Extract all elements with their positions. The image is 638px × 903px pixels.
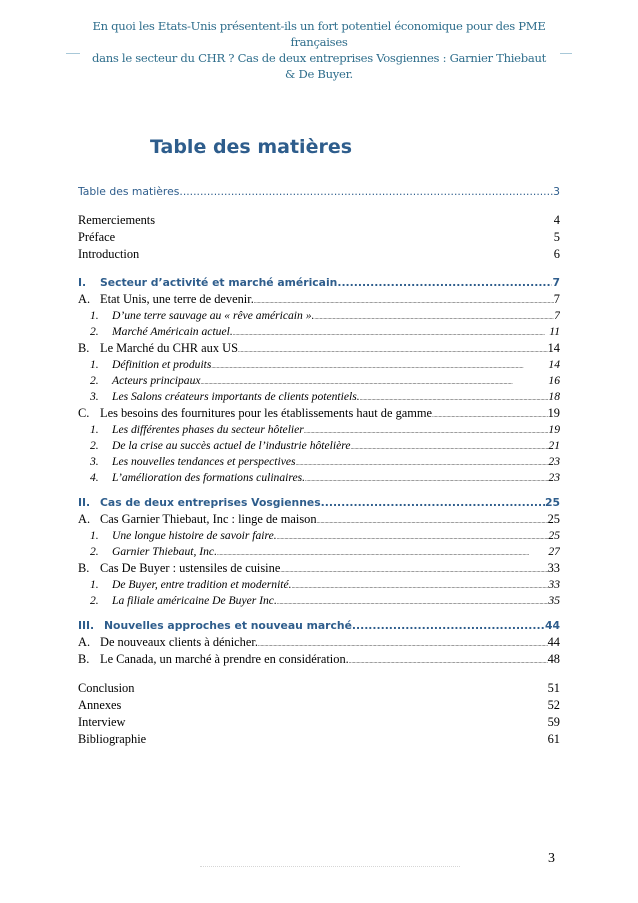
parts-list: [78, 275, 560, 668]
toc-entry-page: 23: [548, 455, 560, 468]
toc-part-title: Secteur d’activité et marché américain: [100, 276, 338, 289]
dot-leader: [305, 472, 548, 486]
toc-entry[interactable]: [78, 212, 560, 229]
toc-entry-page: 7: [552, 276, 560, 289]
toc-entry-page: 3: [553, 185, 560, 198]
dot-leader: [233, 326, 550, 340]
toc-subsection-title: Une longue histoire de savoir faire.: [112, 529, 277, 542]
toc-subsection[interactable]: [78, 577, 560, 593]
toc-subsection-number: 2.: [90, 374, 99, 387]
toc-subsection[interactable]: [78, 528, 560, 544]
toc-subsection-title: De Buyer, entre tradition et modernité.: [112, 578, 292, 591]
toc-section-label: [78, 405, 432, 422]
toc-section[interactable]: [78, 560, 560, 577]
dot-leader: [349, 654, 548, 668]
header-text: [88, 18, 550, 82]
toc-subsection[interactable]: [78, 389, 560, 405]
toc-entry-page: 16: [548, 374, 560, 387]
toc-entry-label: Préface: [78, 230, 116, 244]
toc-subsection-label: [90, 357, 211, 373]
toc-subsection-number: 2.: [90, 594, 99, 607]
toc-subsection-number: 1.: [90, 358, 99, 371]
toc-part-title: Cas de deux entreprises Vosgiennes: [100, 496, 321, 509]
toc-subsection-number: 1.: [90, 309, 99, 322]
toc-entry-page: 11: [549, 325, 560, 338]
toc-section-number: A.: [78, 512, 91, 526]
toc-section-label: [78, 511, 317, 528]
toc-section[interactable]: [78, 651, 560, 668]
dot-leader: [292, 579, 549, 593]
toc-section-number: C.: [78, 406, 90, 420]
toc-entry-page: 59: [547, 715, 560, 729]
footer-faint-rule: [200, 866, 460, 868]
dot-leader: [304, 424, 549, 438]
toc-entry-page: 19: [548, 423, 560, 436]
toc-section-title: Cas De Buyer : ustensiles de cuisine: [100, 561, 281, 575]
toc-subsection-number: 1.: [90, 578, 99, 591]
toc-subsection-title: D’une terre sauvage au « rêve américain ».: [112, 309, 315, 322]
toc-part-number: III.: [78, 619, 95, 632]
dot-leader: [277, 530, 549, 544]
back-matter-list: [78, 680, 560, 748]
toc-section-number: B.: [78, 561, 90, 575]
toc-entry[interactable]: [78, 229, 560, 246]
table-of-contents: [78, 184, 560, 748]
toc-entry-label: Table des matières: [78, 185, 180, 198]
toc-subsection-number: 4.: [90, 471, 99, 484]
toc-entry-page: 19: [547, 406, 560, 420]
toc-subsection-title: La filiale américaine De Buyer Inc.: [112, 594, 277, 607]
toc-entry-page: 61: [547, 732, 560, 746]
toc-subsection-label: [90, 373, 201, 389]
toc-subsection-label: [90, 324, 233, 340]
toc-part-heading[interactable]: [78, 495, 560, 511]
toc-subsection-title: Les nouvelles tendances et perspectives: [112, 455, 296, 468]
toc-subsection[interactable]: [78, 308, 560, 324]
toc-entry[interactable]: [78, 246, 560, 263]
toc-subsection-title: Les Salons créateurs importants de clients potentiels.: [112, 390, 360, 403]
toc-section-label: [78, 291, 254, 308]
toc-subsection-label: [90, 438, 350, 454]
toc-entry[interactable]: [78, 731, 560, 748]
toc-entry-label: Annexes: [78, 698, 122, 712]
toc-subsection-title: Les différentes phases du secteur hôtelier: [112, 423, 304, 436]
toc-section-title: Les besoins des fournitures pour les établissements haut de gamme: [100, 406, 433, 420]
toc-part-label: [78, 275, 337, 291]
toc-subsection[interactable]: [78, 357, 560, 373]
toc-subsection-number: 1.: [90, 423, 99, 436]
toc-subsection-label: [90, 422, 304, 438]
toc-part-number: II.: [78, 496, 91, 509]
toc-section[interactable]: [78, 405, 560, 422]
toc-subsection[interactable]: [78, 470, 560, 486]
toc-entry-label: Remerciements: [78, 213, 156, 227]
toc-section-number: B.: [78, 341, 90, 355]
toc-part-number: I.: [78, 276, 87, 289]
header-rule-left: [66, 53, 80, 54]
dot-leader: [179, 184, 553, 200]
header-line-1: En quoi les Etats-Unis présentent-ils un fort potentiel économique pour des PME françaises: [92, 19, 546, 49]
dot-leader: [360, 391, 549, 405]
toc-subsection-number: 2.: [90, 545, 99, 558]
dot-leader: [258, 637, 548, 651]
dot-leader: [317, 514, 548, 528]
toc-section[interactable]: [78, 340, 560, 357]
toc-subsection[interactable]: [78, 438, 560, 454]
toc-section[interactable]: [78, 511, 560, 528]
dot-leader: [337, 275, 552, 291]
dot-leader: [280, 563, 547, 577]
toc-entry-page: 7: [554, 309, 560, 322]
toc-part-label: [78, 495, 321, 511]
toc-section-title: Le Marché du CHR aux US: [100, 341, 238, 355]
toc-subsection-title: De la crise au succès actuel de l’industrie hôtelière: [112, 439, 351, 452]
toc-subsection-label: [90, 389, 360, 405]
toc-entry-page: 25: [548, 529, 560, 542]
toc-section-title: De nouveaux clients à dénicher.: [100, 635, 258, 649]
toc-section[interactable]: [78, 634, 560, 651]
toc-entry-page: 18: [548, 390, 560, 403]
toc-subsection-title: Garnier Thiebaut, Inc.: [112, 545, 217, 558]
toc-part-heading[interactable]: [78, 275, 560, 291]
toc-entry-page: 33: [547, 561, 560, 575]
toc-entry-page: 14: [548, 358, 560, 371]
toc-entry-page: 21: [548, 439, 560, 452]
toc-entry[interactable]: [78, 680, 560, 697]
toc-section-number: A.: [78, 292, 91, 306]
toc-section-title: Etat Unis, une terre de devenir.: [100, 292, 254, 306]
toc-part-label: [78, 618, 356, 634]
toc-section-number: A.: [78, 635, 91, 649]
toc-subsection-label: [90, 528, 277, 544]
toc-subsection-label: [90, 544, 217, 560]
toc-entry-page: 27: [548, 545, 560, 558]
header-rule-right: [560, 53, 572, 54]
toc-subsection-label: [90, 454, 296, 470]
toc-subsection[interactable]: [78, 373, 560, 389]
dot-leader: [296, 456, 549, 470]
dot-leader: [432, 408, 548, 422]
toc-subsection-number: 2.: [90, 439, 99, 452]
spacer: [78, 668, 560, 680]
toc-entry[interactable]: [78, 714, 560, 731]
toc-subsection[interactable]: [78, 593, 560, 609]
toc-entry-label: Bibliographie: [78, 732, 147, 746]
spacer: [78, 486, 560, 495]
toc-entry-label: Introduction: [78, 247, 140, 261]
running-header: [66, 14, 572, 81]
toc-part-heading[interactable]: [78, 618, 560, 634]
page-number: 3: [548, 851, 555, 866]
toc-subsection-number: 3.: [90, 390, 99, 403]
dot-leader: [211, 359, 548, 373]
spacer: [78, 200, 560, 212]
toc-entry-page: 5: [553, 230, 560, 244]
page-title: Table des matières: [150, 136, 353, 158]
toc-subsection[interactable]: [78, 422, 560, 438]
toc-entry-page: 7: [553, 292, 560, 306]
toc-section-title: Cas Garnier Thiebaut, Inc : linge de maison: [100, 512, 317, 526]
toc-entry-page: 52: [547, 698, 560, 712]
toc-subsection-label: [90, 308, 314, 324]
toc-entry-page: 25: [547, 512, 560, 526]
toc-entry-page: 6: [553, 247, 560, 261]
toc-subsection-label: [90, 470, 305, 486]
toc-subsection-label: [90, 577, 292, 593]
toc-subsection-number: 3.: [90, 455, 99, 468]
dot-leader: [238, 343, 548, 357]
front-matter-list: [78, 212, 560, 263]
toc-subsection-title: Acteurs principaux: [112, 374, 201, 387]
toc-entry-page: 14: [547, 341, 560, 355]
toc-subsection[interactable]: [78, 324, 560, 340]
toc-section-label: [78, 634, 258, 651]
toc-section-number: B.: [78, 652, 90, 666]
toc-entry-page: 23: [548, 471, 560, 484]
toc-subsection-label: [90, 593, 277, 609]
toc-entry-page: 48: [547, 652, 560, 666]
toc-entry-label: Conclusion: [78, 681, 135, 695]
dot-leader: [201, 375, 549, 389]
toc-subsection-number: 1.: [90, 529, 99, 542]
toc-part-title: Nouvelles approches et nouveau marché.: [104, 619, 356, 632]
toc-entry-label: Interview: [78, 715, 126, 729]
toc-entry-toc[interactable]: [78, 184, 560, 200]
toc-subsection[interactable]: [78, 454, 560, 470]
toc-entry-page: 44: [544, 619, 560, 632]
spacer: [78, 609, 560, 618]
toc-section-label: [78, 651, 349, 668]
dot-leader: [254, 294, 554, 308]
toc-entry[interactable]: [78, 697, 560, 714]
toc-section-title: Le Canada, un marché à prendre en considération.: [100, 652, 349, 666]
dot-leader: [314, 310, 554, 324]
toc-entry-page: 51: [547, 681, 560, 695]
toc-entry-page: 44: [547, 635, 560, 649]
header-line-2: dans le secteur du CHR ? Cas de deux entreprises Vosgiennes : Garnier Thiebaut & De Buyer.: [91, 51, 546, 81]
dot-leader: [321, 495, 545, 511]
toc-subsection[interactable]: [78, 544, 560, 560]
toc-entry-page: 35: [548, 594, 560, 607]
dot-leader: [356, 618, 545, 634]
toc-subsection-title: Définition et produits: [112, 358, 212, 371]
toc-entry-page: 25: [544, 496, 560, 509]
dot-leader: [217, 546, 548, 560]
toc-section-label: [78, 560, 280, 577]
toc-subsection-title: L’amélioration des formations culinaires.: [112, 471, 306, 484]
toc-entry-page: 33: [548, 578, 560, 591]
toc-section[interactable]: [78, 291, 560, 308]
spacer: [78, 263, 560, 275]
dot-leader: [277, 595, 549, 609]
toc-entry-page: 4: [553, 213, 560, 227]
toc-subsection-title: Marché Américain actuel.: [112, 325, 233, 338]
dot-leader: [350, 440, 548, 454]
toc-section-label: [78, 340, 238, 357]
toc-subsection-number: 2.: [90, 325, 99, 338]
